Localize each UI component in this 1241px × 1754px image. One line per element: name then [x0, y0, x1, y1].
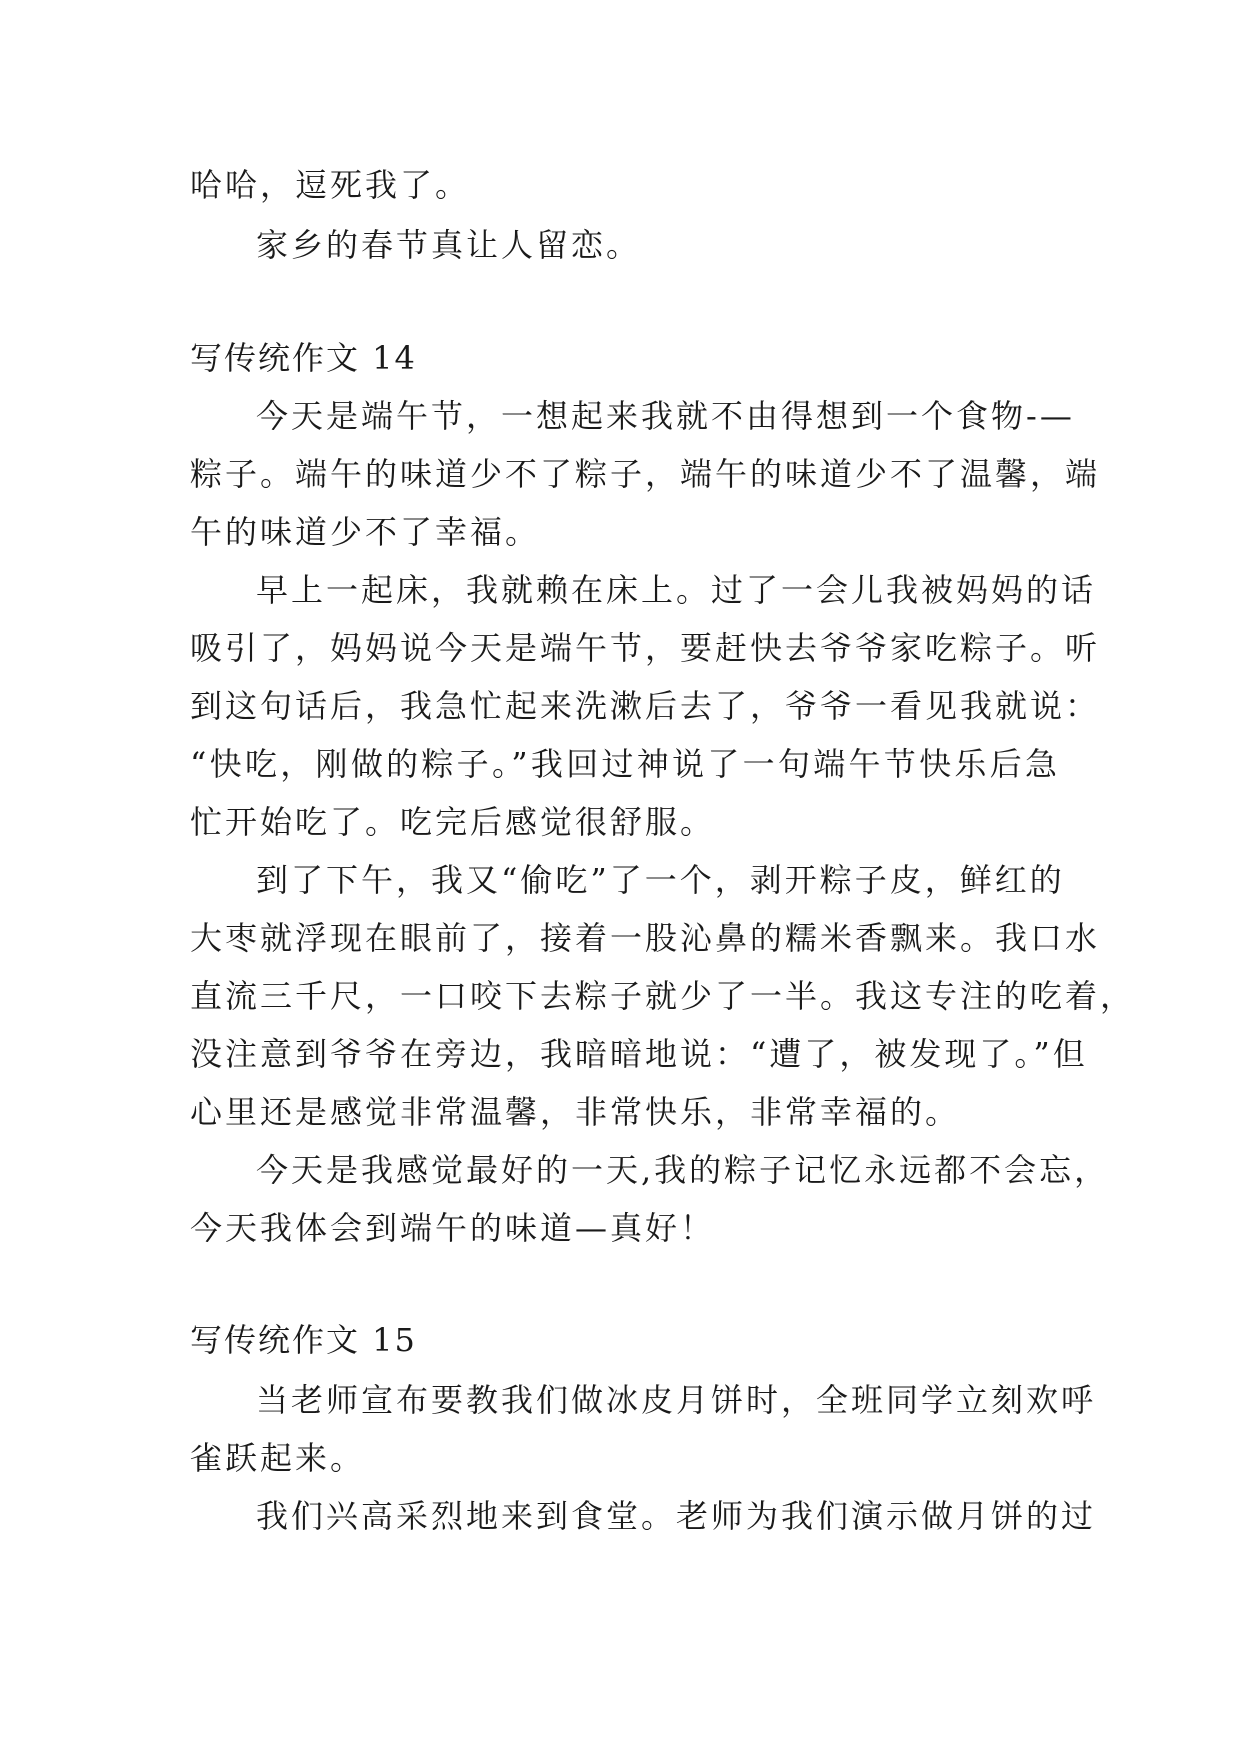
text-line: 今天我体会到端午的味道—真好！ — [190, 1209, 716, 1247]
text-line: 到这句话后，我急忙起来洗漱后去了，爷爷一看见我就说： — [190, 687, 1101, 725]
text-line: 雀跃起来。 — [190, 1439, 366, 1477]
text-line: 到了下午，我又“偷吃”了一个，剥开粽子皮，鲜红的 — [256, 861, 1065, 899]
text-line: 粽子。端午的味道少不了粽子，端午的味道少不了温馨，端 — [190, 455, 1101, 493]
section-heading: 写传统作文 14 — [190, 339, 417, 377]
text-line: 吸引了，妈妈说今天是端午节，要赶快去爷爷家吃粽子。听 — [190, 629, 1101, 667]
text-line: 今天是我感觉最好的一天,我的粽子记忆永远都不会忘， — [256, 1151, 1110, 1189]
text-line: 早上一起床，我就赖在床上。过了一会儿我被妈妈的话 — [256, 571, 1097, 609]
text-line: “快吃，刚做的粽子。”我回过神说了一句端午节快乐后急 — [190, 745, 1060, 783]
text-line: 当老师宣布要教我们做冰皮月饼时，全班同学立刻欢呼 — [256, 1381, 1097, 1419]
text-line: 直流三千尺，一口咬下去粽子就少了一半。我这专注的吃着， — [190, 977, 1136, 1015]
text-line: 家乡的春节真让人留恋。 — [256, 226, 642, 264]
text-line: 心里还是感觉非常温馨，非常快乐，非常幸福的。 — [190, 1093, 961, 1131]
text-line: 今天是端午节，一想起来我就不由得想到一个食物-— — [256, 397, 1075, 435]
text-line: 我们兴高采烈地来到食堂。老师为我们演示做月饼的过 — [256, 1497, 1097, 1535]
text-line: 忙开始吃了。吃完后感觉很舒服。 — [190, 803, 716, 841]
section-heading: 写传统作文 15 — [190, 1321, 417, 1359]
text-line: 没注意到爷爷在旁边，我暗暗地说：“遭了，被发现了。”但 — [190, 1035, 1088, 1073]
text-line: 大枣就浮现在眼前了，接着一股沁鼻的糯米香飘来。我口水 — [190, 919, 1101, 957]
text-line: 午的味道少不了幸福。 — [190, 513, 541, 551]
text-line: 哈哈，逗死我了。 — [190, 166, 471, 204]
